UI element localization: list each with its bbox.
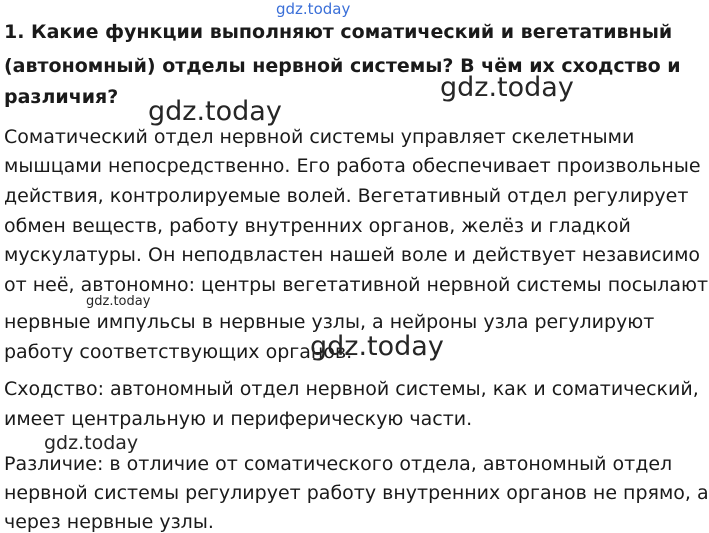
answer-p1-line-1: Соматический отдел нервной системы управляет скелетными	[4, 126, 635, 148]
answer-p1-line-8: работу соответствующих органов.	[4, 341, 353, 363]
watermark-small-1: gdz.today	[86, 294, 151, 309]
answer-p3-line-3: через нервные узлы.	[4, 511, 214, 533]
answer-p2-line-1: Сходство: автономный отдел нервной системы, как и соматический,	[4, 378, 699, 400]
answer-p2-line-2: имеет центральную и периферическую части.	[4, 408, 473, 430]
answer-p3-line-2: нервной системы регулирует работу внутренних органов не прямо, а	[4, 482, 709, 504]
watermark-medium-1: gdz.today	[44, 432, 139, 454]
question-line-2: (автономный) отделы нервной системы? В чём их сходство и	[4, 55, 681, 77]
answer-p1-line-5: мускулатуры. Он неподвластен нашей воле и действует независимо	[4, 244, 701, 266]
answer-p1-line-4: обмен веществ, работу внутренних органов, желёз и гладкой	[4, 215, 631, 237]
question-line-1: 1. Какие функции выполняют соматический и вегетативный	[4, 21, 673, 43]
answer-p1-line-2: мышцами непосредственно. Его работа обеспечивает произвольные	[4, 155, 701, 177]
watermark-big-3: gdz.today	[310, 331, 444, 362]
question-line-3: различия?	[4, 86, 119, 108]
watermark-big-2: gdz.today	[440, 72, 574, 103]
answer-p3-line-1: Различие: в отличие от соматического отдела, автономный отдел	[4, 453, 673, 475]
answer-p1-line-7: нервные импульсы в нервные узлы, а нейроны узла регулируют	[4, 311, 655, 333]
watermark-big-1: gdz.today	[148, 96, 282, 127]
answer-p1-line-6: от неё, автономно: центры вегетативной нервной системы посылают	[4, 274, 709, 296]
watermark-top: gdz.today	[276, 0, 351, 18]
answer-p1-line-3: действия, контролируемые волей. Вегетативный отдел регулирует	[4, 185, 689, 207]
